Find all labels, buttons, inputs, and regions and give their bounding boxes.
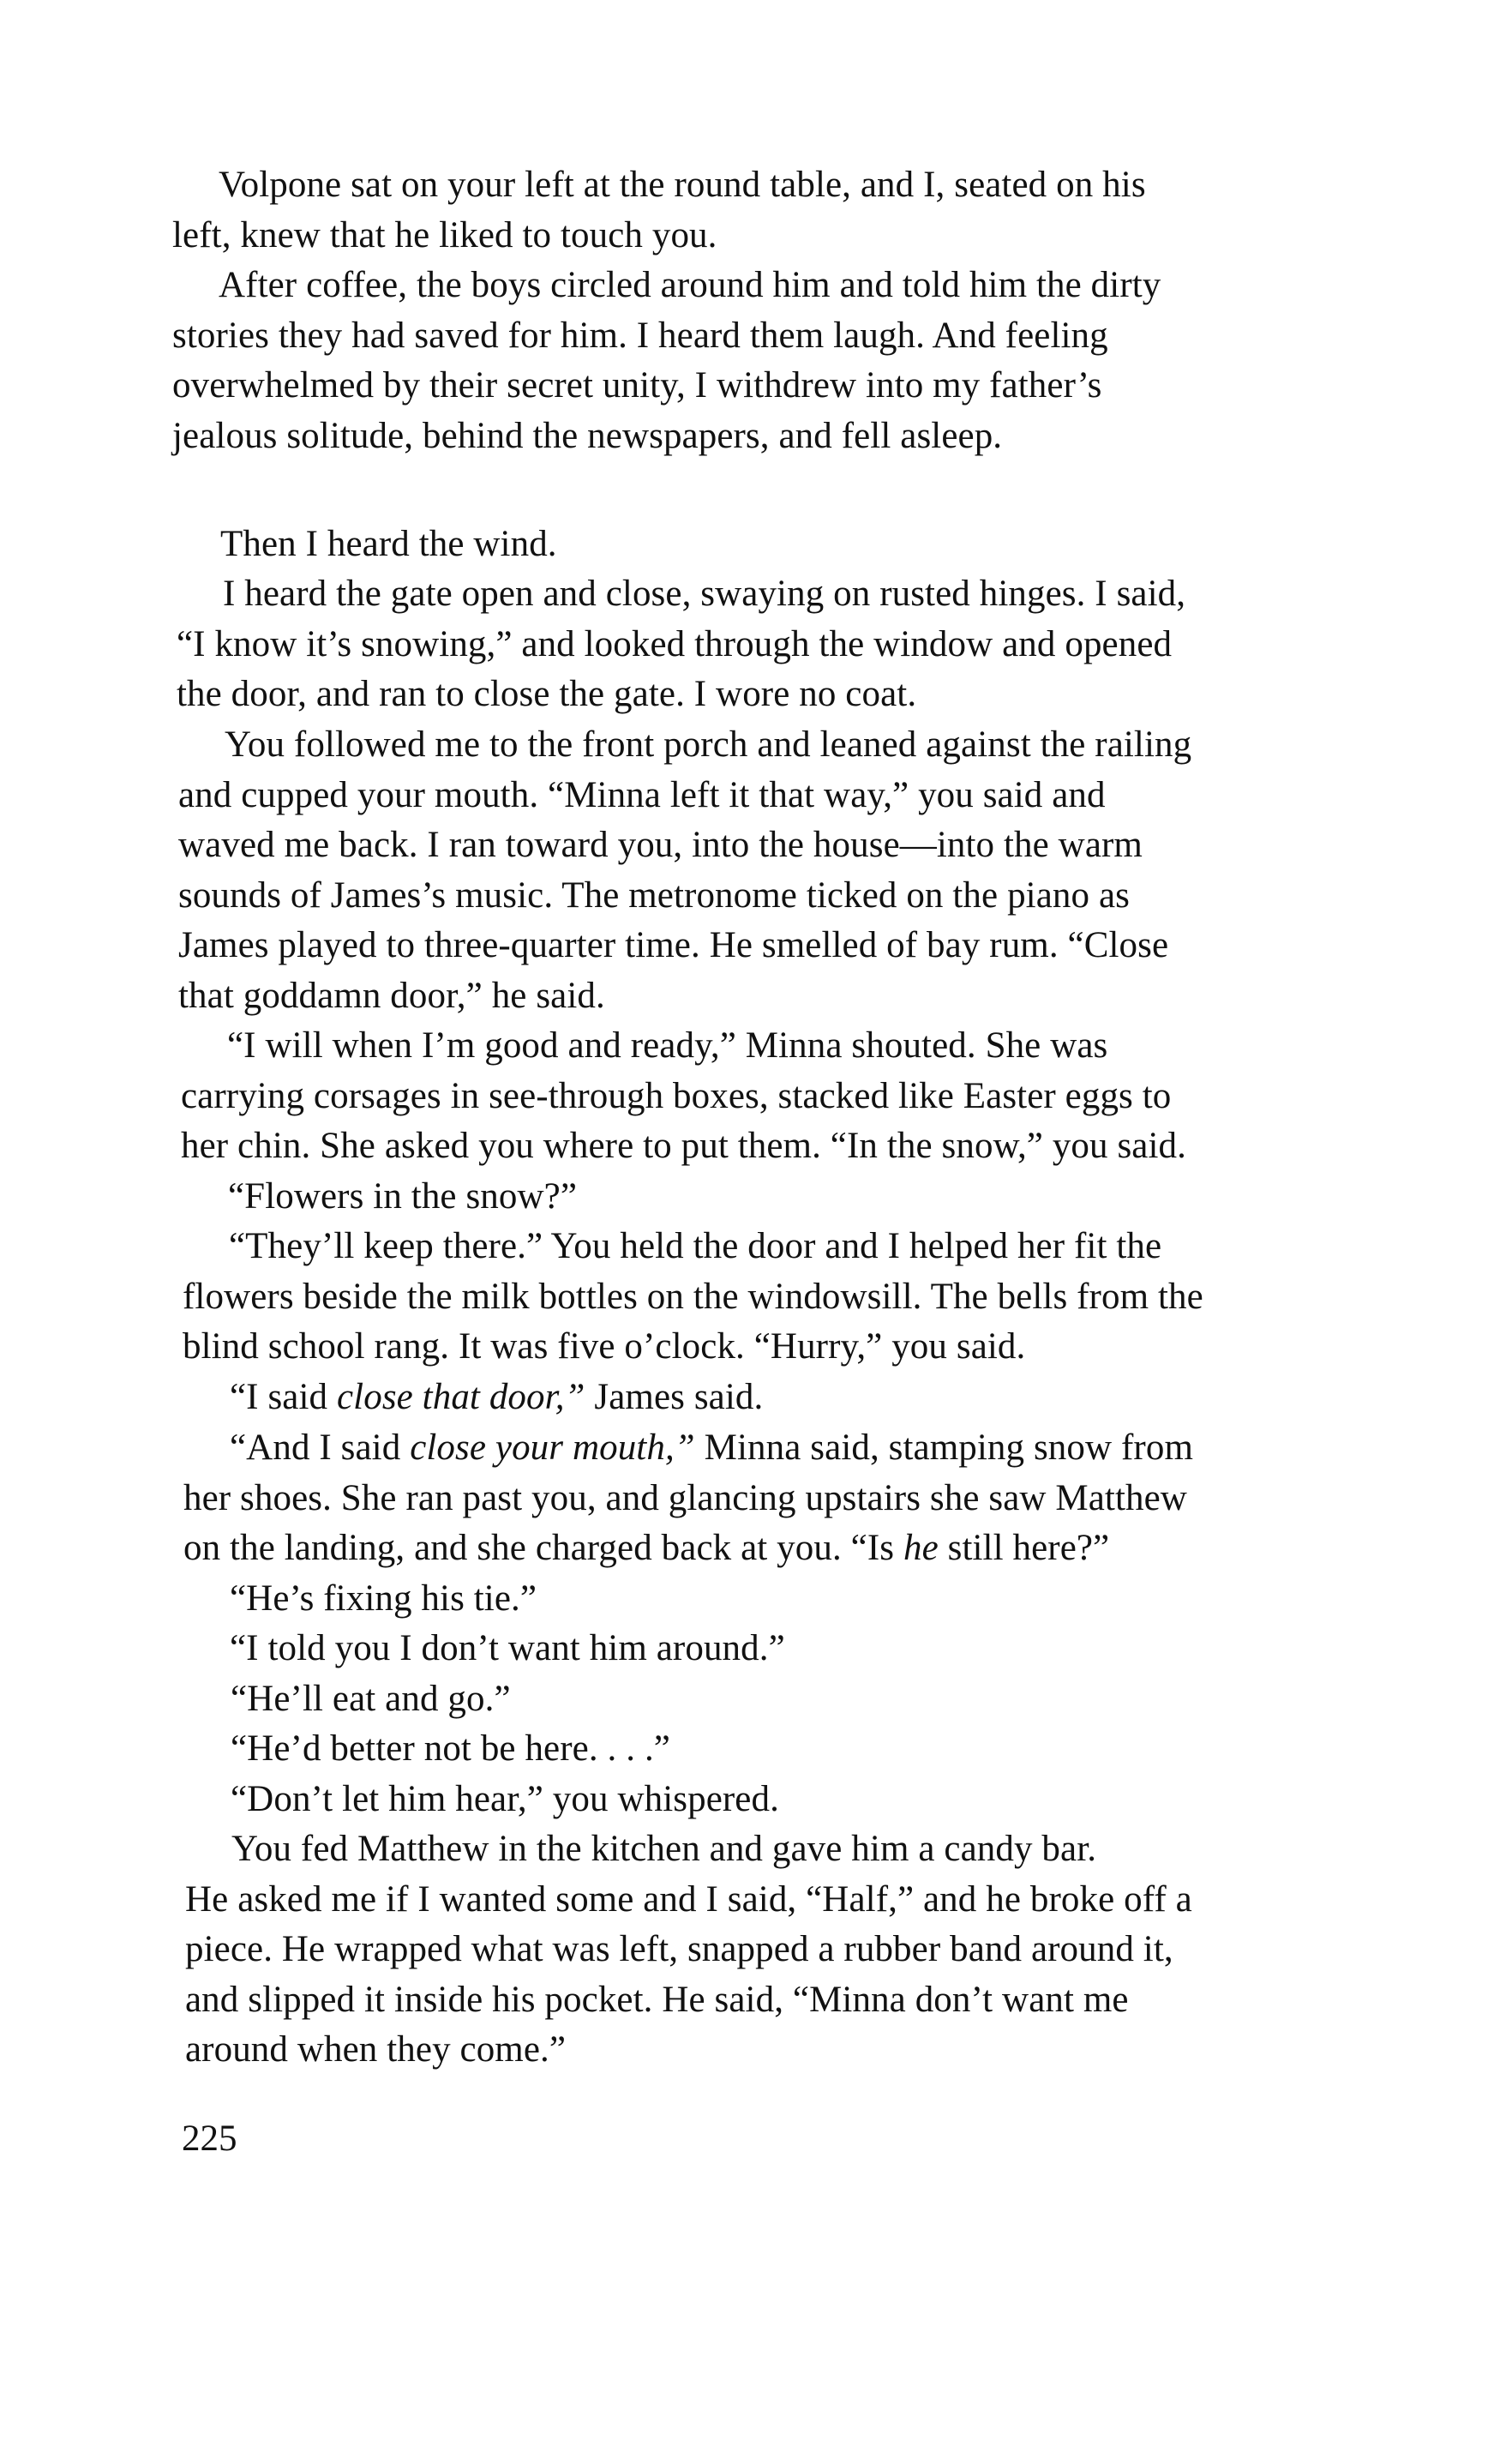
text-line: James played to three-quarter time. He smelled of bay rum. “Close — [178, 925, 1169, 965]
text-line: He asked me if I wanted some and I said, “Half,” and he broke off a — [185, 1878, 1192, 1920]
text-line: “He’s fixing his tie.” — [230, 1578, 537, 1619]
paragraph — [178, 720, 1191, 1021]
paragraph — [183, 1574, 537, 1625]
text-line: “I will when I’m good and ready,” Minna shouted. She was — [227, 1025, 1108, 1066]
text-line: I heard the gate open and close, swaying on rusted hinges. I said, — [223, 574, 1186, 614]
paragraph — [184, 1775, 779, 1825]
text-line: After coffee, the boys circled around him and told him the dirty — [219, 265, 1161, 305]
text-line: “They’ll keep there.” You held the door and I helped her fit the — [229, 1226, 1162, 1266]
paragraph — [183, 1222, 1203, 1373]
text-line: and cupped your mouth. “Minna left it that way,” you said and — [178, 774, 1106, 815]
text-line: You fed Matthew in the kitchen and gave him a candy bar. — [231, 1829, 1097, 1869]
text-line: “And I said close your mouth,” Minna said, stamping snow from — [230, 1427, 1193, 1468]
italic-text: close your mouth,” — [410, 1427, 695, 1468]
text-line: You followed me to the front porch and leaned against the railing — [225, 724, 1192, 765]
paragraph — [184, 1724, 670, 1775]
text-line: blind school rang. It was five o’clock. “Hurry,” you said. — [183, 1326, 1026, 1367]
paragraph — [184, 1674, 511, 1725]
text-line: Then I heard the wind. — [220, 524, 557, 564]
page-number: 225 — [182, 2118, 237, 2159]
paragraph — [174, 520, 557, 570]
text-line: “I said close that door,” James said. — [230, 1377, 764, 1417]
text-line: sounds of James’s music. The metronome ticked on the piano as — [178, 874, 1130, 916]
text-line: her chin. She asked you where to put them. “In the snow,” you said. — [181, 1126, 1186, 1166]
text-line: “Don’t let him hear,” you whispered. — [231, 1779, 779, 1819]
text-line: “Flowers in the snow?” — [228, 1176, 578, 1217]
text-line: “I know it’s snowing,” and looked through the window and opened — [177, 623, 1173, 664]
text-line: stories they had saved for him. I heard them laugh. And feeling — [172, 315, 1108, 356]
text-line: Volpone sat on your left at the round table, and I, seated on his — [219, 165, 1146, 205]
text-line: around when they come.” — [185, 2029, 567, 2070]
text-line: her shoes. She ran past you, and glancing upstairs she saw Matthew — [183, 1477, 1187, 1518]
text-line: left, knew that he liked to touch you. — [172, 214, 717, 255]
text-line: piece. He wrapped what was left, snapped a rubber band around it, — [185, 1929, 1173, 1969]
text-line: overwhelmed by their secret unity, I withdrew into my father’s — [172, 365, 1102, 406]
text-line: waved me back. I ran toward you, into the house—into the warm — [178, 825, 1143, 865]
paragraph — [177, 569, 1185, 720]
paragraph — [183, 1423, 1193, 1574]
paragraph — [181, 1021, 1186, 1172]
italic-text: close that door,” — [336, 1377, 585, 1417]
paragraph — [185, 1824, 1192, 2076]
paragraph — [182, 1172, 577, 1223]
paragraph — [172, 160, 1146, 261]
paragraph — [183, 1624, 785, 1674]
text-line: flowers beside the milk bottles on the windowsill. The bells from the — [183, 1276, 1203, 1317]
italic-text: he — [903, 1528, 939, 1568]
text-line: “I told you I don’t want him around.” — [230, 1628, 785, 1668]
text-line: the door, and ran to close the gate. I wore no coat. — [177, 674, 917, 714]
text-line: on the landing, and she charged back at you. “Is he still here?” — [183, 1528, 1110, 1568]
text-line: and slipped it inside his pocket. He said, “Minna don’t want me — [185, 1979, 1129, 2020]
paragraph — [172, 261, 1161, 461]
text-line: “He’d better not be here. . . .” — [231, 1728, 670, 1769]
paragraph — [183, 1373, 763, 1423]
text-line: that goddamn door,” he said. — [178, 975, 605, 1016]
text-line: jealous solitude, behind the newspapers, and fell asleep. — [172, 415, 1003, 456]
text-line: carrying corsages in see-through boxes, stacked like Easter eggs to — [181, 1075, 1172, 1116]
text-line: “He’ll eat and go.” — [231, 1679, 511, 1719]
